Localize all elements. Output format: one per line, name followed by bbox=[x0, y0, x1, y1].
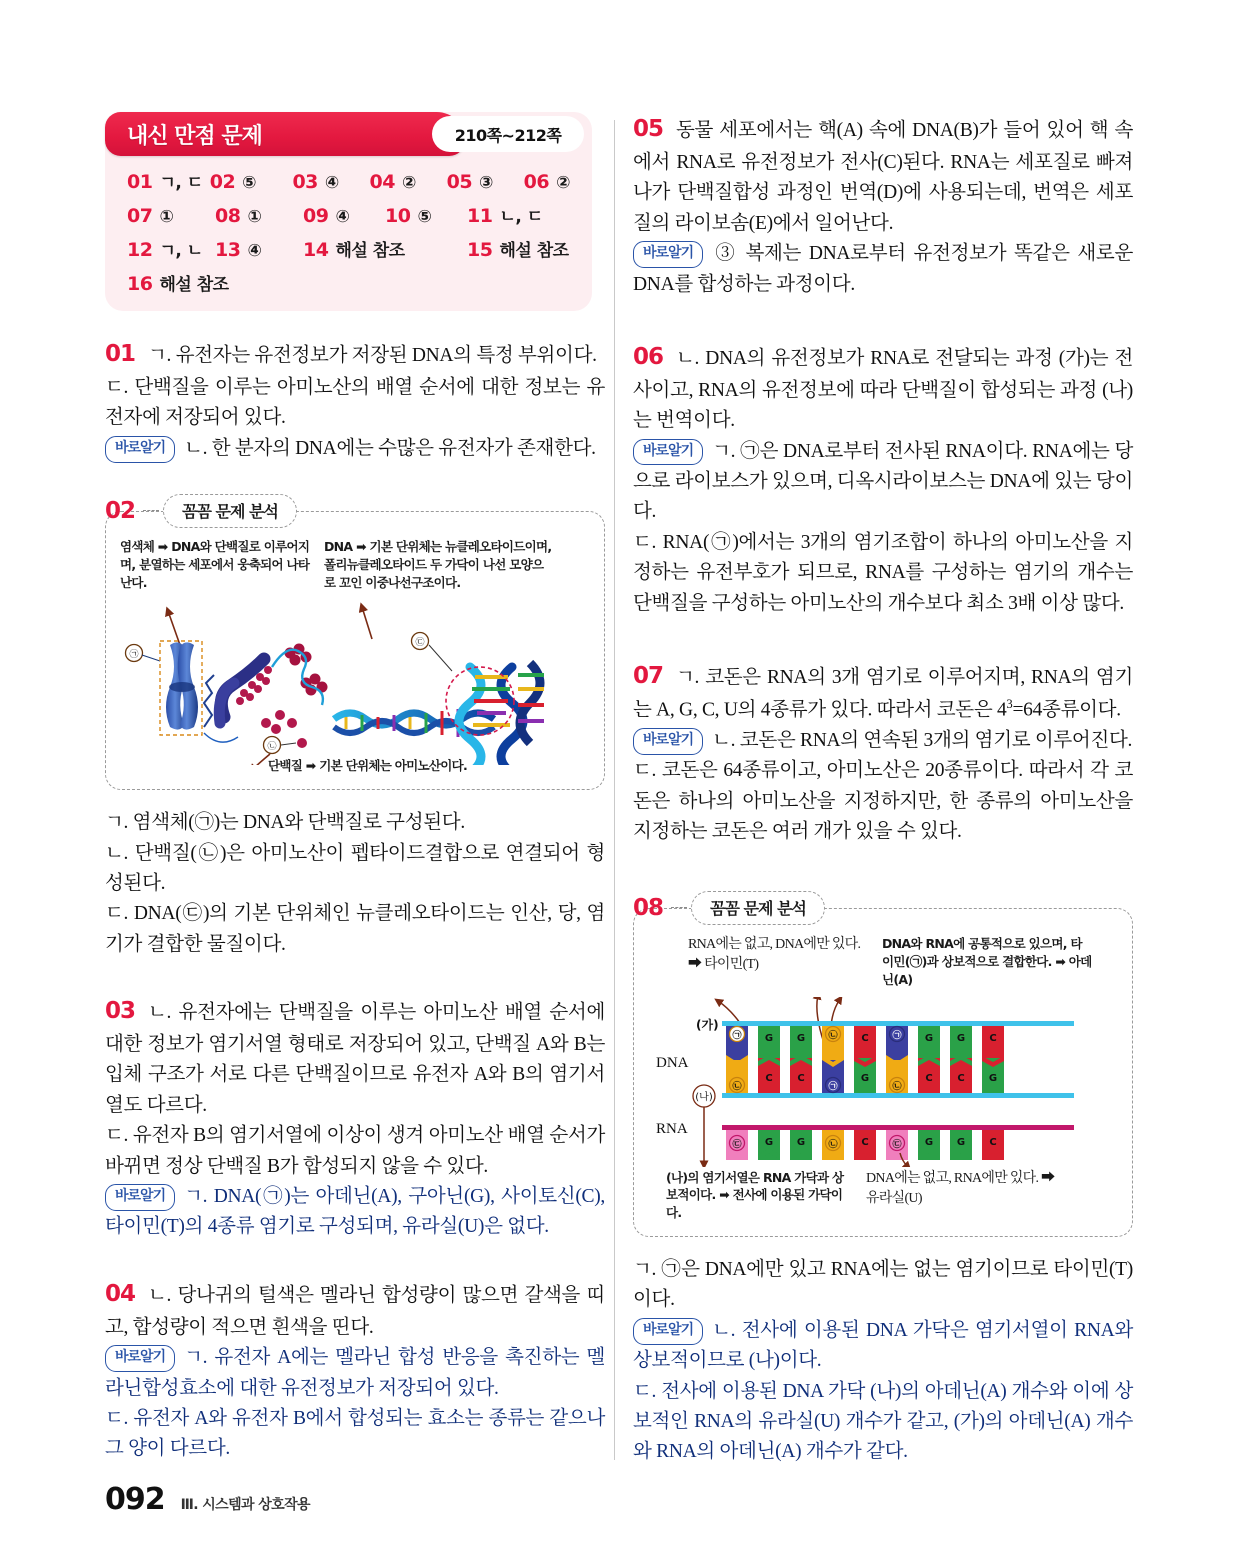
solution-text: ㄴ. 유전자에는 단백질을 이루는 아미노산 배열 순서에 대한 정보가 염기서열 형태로 저장되어 있고, 단백질 A와 B는 입체 구조가 서로 다른 단백질이므로 유전자 A와 B의 염기서열도 다르다. bbox=[105, 1002, 605, 1116]
answer-grid bbox=[105, 158, 592, 295]
solution-paragraph: ㄴ. 단백질(㉡)은 아미노산이 펩타이드결합으로 연결되어 형성된다. bbox=[105, 842, 605, 894]
question-number: 02 bbox=[105, 498, 136, 525]
svg-text:C: C bbox=[957, 1072, 965, 1084]
analysis-chip: 꼼꼼 문제 분석 bbox=[691, 891, 825, 925]
solution-paragraph bbox=[633, 437, 1133, 528]
svg-text:G: G bbox=[860, 1072, 870, 1084]
answer-banner bbox=[105, 112, 592, 158]
baroalgi-badge: 바로알기 bbox=[633, 728, 703, 755]
solution-text: ㄴ. 전사에 이용된 DNA 가닥은 염기서열이 RNA와 상보적이므로 (나)이다. bbox=[633, 1319, 1133, 1372]
answer-row bbox=[127, 236, 570, 261]
answer-value: ㄴ, ㄷ bbox=[499, 207, 543, 227]
baroalgi-badge: 바로알기 bbox=[633, 241, 703, 268]
answer-entry bbox=[385, 205, 467, 227]
solution-text: =64종류이다. bbox=[1012, 699, 1121, 721]
baroalgi-badge: 바로알기 bbox=[633, 1318, 703, 1345]
banner-title: 내신 만점 문제 bbox=[127, 123, 262, 149]
solution-paragraph: ㄷ. 유전자 B의 염기서열에 이상이 생겨 아미노산 배열 순서가 바뀌면 정상 단백질 B가 합성되지 않을 수 있다. bbox=[105, 1125, 605, 1177]
baroalgi-badge: 바로알기 bbox=[105, 1345, 175, 1372]
solution-06 bbox=[633, 340, 1133, 619]
svg-text:C: C bbox=[861, 1032, 869, 1044]
answer-entry bbox=[370, 171, 447, 193]
answer-number: 13 bbox=[215, 239, 241, 261]
connector-line bbox=[143, 510, 159, 512]
solution-07 bbox=[633, 659, 1133, 847]
right-column bbox=[633, 112, 1133, 1468]
answer-value: ⑤ bbox=[417, 207, 432, 227]
column-divider bbox=[614, 120, 615, 1460]
svg-text:C: C bbox=[989, 1032, 997, 1044]
svg-text:㉡: ㉡ bbox=[828, 1030, 838, 1041]
question-number: 01 bbox=[105, 341, 136, 367]
answer-value: ⑤ bbox=[242, 173, 257, 193]
svg-text:㉡: ㉡ bbox=[892, 1081, 902, 1092]
answer-value: ② bbox=[556, 173, 571, 193]
chapter-title: Ⅲ. 시스템과 상호작용 bbox=[180, 1497, 310, 1513]
answer-value: ㄱ, ㄴ bbox=[159, 241, 203, 261]
solution-paragraph: ㄱ. 염색체(㉠)는 DNA와 단백질로 구성된다. bbox=[105, 812, 465, 834]
solution-03 bbox=[105, 994, 605, 1243]
answer-value: ④ bbox=[335, 207, 350, 227]
svg-text:㉡: ㉡ bbox=[267, 742, 277, 753]
solution-text: ㄱ. DNA(㉠)는 아데닌(A), 구아닌(G), 사이토신(C), 타이민(T)의 4종류 염기로 구성되며, 유라실(U)은 없다. bbox=[105, 1186, 605, 1238]
answer-row bbox=[127, 168, 570, 193]
answer-value: ④ bbox=[247, 241, 262, 261]
solution-text: ㄴ. 당나귀의 털색은 멜라닌 합성량이 많으면 갈색을 띠고, 합성량이 적으면 흰색을 띤다. bbox=[105, 1284, 605, 1338]
svg-text:G: G bbox=[956, 1032, 966, 1044]
answer-value: ② bbox=[401, 173, 416, 193]
answer-entry bbox=[127, 236, 215, 261]
answer-number: 05 bbox=[446, 171, 473, 193]
solution-paragraph bbox=[633, 112, 1133, 239]
svg-text:㉢: ㉢ bbox=[732, 1139, 742, 1150]
answer-key-card bbox=[105, 112, 592, 311]
answer-number: 09 bbox=[303, 205, 329, 227]
label-na: (나) bbox=[695, 1091, 713, 1103]
solution-paragraph: ㄷ. 유전자 A와 유전자 B에서 합성되는 효소는 종류는 같으나 그 양이 다르다. bbox=[105, 1407, 605, 1460]
solution-05 bbox=[633, 112, 1133, 300]
art-svg-02 bbox=[120, 597, 580, 765]
page-footer bbox=[105, 1482, 310, 1517]
svg-text:㉢: ㉢ bbox=[415, 638, 425, 649]
connector-line bbox=[671, 907, 687, 909]
question-number: 04 bbox=[105, 1280, 136, 1307]
svg-text:㉠: ㉠ bbox=[828, 1081, 838, 1092]
answer-entry bbox=[303, 205, 385, 227]
solution-paragraph bbox=[105, 337, 605, 373]
note-chromosome: 염색체 ➡ DNA와 단백질로 이루어지며, 분열하는 세포에서 웅축되어 나타난다. bbox=[120, 539, 310, 590]
answer-number: 14 bbox=[303, 239, 329, 261]
solution-text: ③ 복제는 DNA로부터 유전정보가 똑같은 새로운 DNA를 합성하는 과정이다. bbox=[633, 243, 1133, 295]
answer-value: 해설 참조 bbox=[159, 275, 229, 295]
solution-paragraph: ㄷ. DNA(㉢)의 기본 단위체인 뉴클레오타이드는 인산, 당, 염기가 결합한 물질이다. bbox=[105, 903, 605, 955]
solution-text: ㄴ. DNA의 유전정보가 RNA로 전달되는 과정 (가)는 전사이고, RNA의 유전정보에 따라 단백질이 합성되는 과정 (나)는 번역이다. bbox=[633, 347, 1133, 432]
svg-text:㉠: ㉠ bbox=[892, 1030, 902, 1041]
question-number: 08 bbox=[633, 895, 664, 922]
solution-04 bbox=[105, 1277, 605, 1465]
svg-text:㉠: ㉠ bbox=[732, 1030, 742, 1041]
label-ga: (가) bbox=[696, 1017, 719, 1032]
answer-number: 15 bbox=[467, 239, 493, 261]
answer-entry bbox=[127, 205, 215, 227]
answer-number: 10 bbox=[385, 205, 411, 227]
solution-paragraph: ㄱ. ㉠은 DNA에만 있고 RNA에는 없는 염기이므로 타이민(T)이다. bbox=[633, 1258, 1133, 1311]
banner-tab bbox=[105, 112, 465, 156]
analysis-notes-top bbox=[648, 935, 1118, 988]
chromosome-dna-illustration bbox=[120, 597, 590, 765]
solution-paragraph bbox=[633, 659, 1133, 726]
label-rna: RNA bbox=[656, 1120, 688, 1137]
analysis-body bbox=[633, 908, 1133, 1237]
svg-text:㉡: ㉡ bbox=[732, 1081, 742, 1092]
svg-text:C: C bbox=[989, 1136, 997, 1148]
solution-text: ㄱ. 코돈은 RNA의 3개 염기로 이루어지며, RNA의 염기는 A, G, C, U의 4종류가 있다. 따라서 코돈은 4 bbox=[633, 667, 1133, 721]
answer-entry bbox=[210, 171, 293, 193]
svg-text:㉠: ㉠ bbox=[129, 650, 139, 661]
answer-number: 11 bbox=[467, 205, 493, 227]
answer-entry bbox=[467, 236, 569, 261]
solution-paragraph bbox=[105, 434, 605, 464]
svg-text:㉡: ㉡ bbox=[828, 1139, 838, 1150]
solution-01 bbox=[105, 337, 605, 464]
answer-value: ④ bbox=[324, 173, 339, 193]
analysis-header bbox=[633, 891, 1133, 925]
note-adenine: DNA와 RNA에 공통적으로 있으며, 타이민(㉠)과 상보적으로 결합한다. ➡ 아데닌(A) bbox=[882, 936, 1092, 987]
solution-paragraph: ㄷ. 단백질을 이루는 아미노산의 배열 순서에 대한 정보는 유전자에 저장되어 있다. bbox=[105, 376, 605, 429]
question-number: 03 bbox=[105, 998, 136, 1025]
answer-number: 06 bbox=[523, 171, 550, 193]
analysis-box-08 bbox=[633, 891, 1133, 1237]
svg-text:G: G bbox=[796, 1136, 806, 1148]
note-protein: 단백질 ➡ 기본 단위체는 아미노산이다. bbox=[268, 758, 468, 774]
question-number: 05 bbox=[633, 116, 664, 142]
answer-entry bbox=[215, 205, 303, 227]
left-column bbox=[105, 112, 605, 1465]
answer-number: 16 bbox=[127, 273, 153, 295]
exponent: 3 bbox=[1006, 696, 1013, 711]
answer-entry bbox=[447, 171, 524, 193]
svg-text:G: G bbox=[764, 1136, 774, 1148]
solution-text: ㄱ. 유전자는 유전정보가 저장된 DNA의 특정 부위이다. bbox=[148, 345, 597, 366]
solution-paragraph bbox=[633, 340, 1133, 437]
solution-paragraph bbox=[105, 994, 605, 1121]
analysis-box-02 bbox=[105, 494, 605, 790]
note-dna: DNA ➡ 기본 단위체는 뉴클레오타이드이며, 폴리뉴클레오타이드 두 가닥이 나선 모양으로 꼬인 이중나선구조이다. bbox=[324, 539, 552, 590]
answer-entry bbox=[524, 171, 570, 193]
answer-value: ① bbox=[247, 207, 262, 227]
svg-text:G: G bbox=[956, 1136, 966, 1148]
solution-paragraph: ㄷ. 전사에 이용된 DNA 가닥 (나)의 아데닌(A) 개수와 이에 상보적인 RNA의 유라실(U) 개수가 같고, (가)의 아데닌(A) 개수와 RNA의 아데닌(A) 개수가 같다. bbox=[633, 1380, 1133, 1463]
solution-paragraph bbox=[105, 1277, 605, 1343]
svg-text:C: C bbox=[925, 1072, 933, 1084]
art-svg-08 bbox=[648, 997, 1098, 1167]
answer-value: 해설 참조 bbox=[499, 241, 569, 261]
answer-entry bbox=[127, 270, 229, 295]
baroalgi-badge: 바로알기 bbox=[105, 436, 175, 463]
svg-text:C: C bbox=[861, 1136, 869, 1148]
baroalgi-badge: 바로알기 bbox=[105, 1184, 175, 1211]
solution-text: ㄱ. ㉠은 DNA로부터 전사된 RNA이다. RNA에는 당으로 라이보스가 있으며, 디옥시라이보스는 DNA에 있는 당이다. bbox=[633, 440, 1133, 523]
solution-paragraph bbox=[105, 1343, 605, 1404]
answer-number: 04 bbox=[369, 171, 395, 193]
svg-text:G: G bbox=[924, 1032, 934, 1044]
solution-paragraph bbox=[633, 1316, 1133, 1377]
svg-text:C: C bbox=[765, 1072, 773, 1084]
answer-number: 08 bbox=[215, 205, 241, 227]
solution-paragraph bbox=[633, 239, 1133, 300]
solution-paragraph bbox=[105, 1182, 605, 1243]
svg-text:C: C bbox=[797, 1072, 805, 1084]
svg-text:G: G bbox=[924, 1136, 934, 1148]
answer-row bbox=[127, 202, 570, 227]
answer-entry bbox=[127, 168, 210, 193]
analysis-header bbox=[105, 494, 605, 528]
answer-number: 07 bbox=[127, 205, 153, 227]
solution-text: ㄱ. 유전자 A에는 멜라닌 합성 반응을 촉진하는 멜라닌합성효소에 대한 유전정보가 저장되어 있다. bbox=[105, 1347, 605, 1399]
answer-value: ① bbox=[159, 207, 174, 227]
dna-rna-strand-illustration bbox=[648, 997, 1118, 1167]
question-number: 06 bbox=[633, 343, 664, 370]
answer-number: 02 bbox=[209, 171, 236, 193]
analysis-notes-bottom bbox=[648, 1169, 1118, 1222]
solution-paragraph: ㄷ. RNA(㉠)에서는 3개의 염기조합이 하나의 아미노산을 지정하는 유전부호가 되므로, RNA를 구성하는 염기의 개수는 단백질을 구성하는 아미노산의 개수보다 최소 3배 이상 많다. bbox=[633, 531, 1133, 614]
answer-value: 해설 참조 bbox=[335, 241, 405, 261]
svg-text:G: G bbox=[988, 1072, 998, 1084]
solution-text: 동물 세포에서는 핵(A) 속에 DNA(B)가 들어 있어 핵 속에서 RNA로 유전정보가 전사(C)된다. RNA는 세포질로 빠져나가 단백질합성 과정인 번역(D)에 사용되는데, 번역은 세포질의 라이보솜(E)에서 일어난다. bbox=[633, 120, 1133, 234]
answer-row bbox=[127, 270, 570, 295]
solution-paragraph bbox=[633, 726, 1133, 756]
solution-08-text bbox=[633, 1255, 1133, 1468]
note-template-strand: (나)의 염기서열은 RNA 가닥과 상보적이다. ➡ 전사에 이용된 가닥이다. bbox=[666, 1169, 844, 1221]
note-uracil: DNA에는 없고, RNA에만 있다. ➡ 유라실(U) bbox=[866, 1170, 1055, 1206]
label-dna: DNA bbox=[656, 1054, 689, 1071]
solution-02-text bbox=[105, 808, 605, 960]
page-number: 092 bbox=[105, 1482, 165, 1517]
svg-text:㉢: ㉢ bbox=[892, 1139, 902, 1150]
svg-text:G: G bbox=[764, 1032, 774, 1044]
answer-entry bbox=[467, 202, 543, 227]
answer-entry bbox=[303, 236, 467, 261]
baroalgi-badge: 바로알기 bbox=[633, 439, 703, 466]
note-thymine: RNA에는 없고, DNA에만 있다. ➡ 타이민(T) bbox=[688, 937, 861, 973]
answer-number: 12 bbox=[127, 239, 153, 261]
svg-text:G: G bbox=[796, 1032, 806, 1044]
question-number: 07 bbox=[633, 663, 664, 690]
answer-entry bbox=[215, 239, 303, 261]
answer-number: 03 bbox=[292, 171, 318, 193]
answer-number: 01 bbox=[127, 171, 153, 193]
analysis-chip: 꼼꼼 문제 분석 bbox=[163, 494, 297, 528]
solution-text: ㄴ. 코돈은 RNA의 연속된 3개의 염기로 이루어진다. bbox=[712, 729, 1133, 751]
analysis-body bbox=[105, 511, 605, 790]
banner-page-range: 210쪽~212쪽 bbox=[432, 116, 584, 152]
answer-entry bbox=[292, 171, 369, 193]
answer-value: ③ bbox=[479, 173, 493, 193]
solution-text: ㄴ. 한 분자의 DNA에는 수많은 유전자가 존재한다. bbox=[184, 437, 596, 459]
analysis-notes bbox=[120, 538, 590, 591]
solution-paragraph: ㄷ. 코돈은 64종류이고, 아미노산은 20종류이다. 따라서 각 코돈은 하나의 아미노산을 지정하지만, 한 종류의 아미노산을 지정하는 코돈은 여러 개가 있을 수 있다. bbox=[633, 760, 1133, 843]
answer-value: ㄱ, ㄷ bbox=[159, 173, 203, 193]
